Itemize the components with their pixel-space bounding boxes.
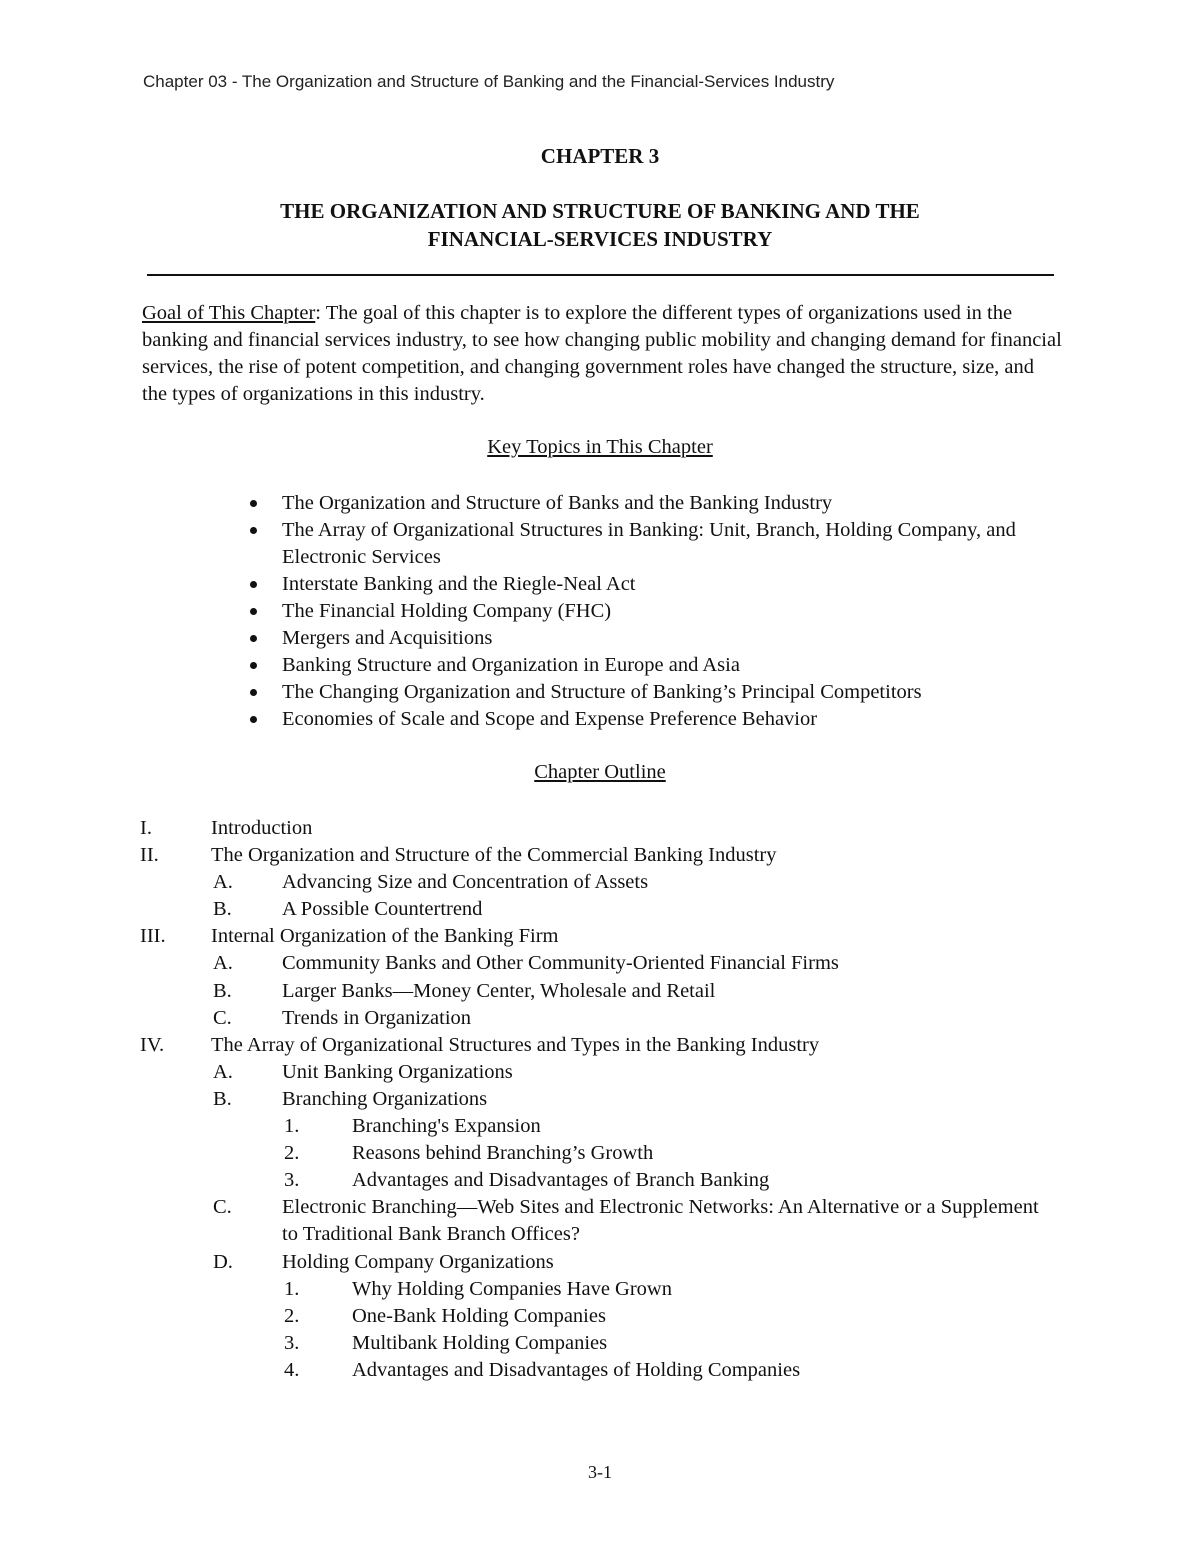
- topic-text: Mergers and Acquisitions: [282, 627, 493, 649]
- outline-marker: D.: [213, 1250, 233, 1273]
- bullet-icon: [250, 527, 257, 534]
- outline-row: [140, 978, 1080, 1005]
- outline-text: Unit Banking Organizations: [282, 1060, 513, 1083]
- chapter-outline: [140, 815, 1080, 1384]
- goal-text: : The goal of this chapter is to explore the different types of organizations used in the banking and financial services industry, to see how changing public mobility and changing demand for financial services, the rise of potent competition, and changing government roles have changed the structure, size, and the types of organizations in this industry.: [142, 302, 1062, 405]
- outline-marker: III.: [140, 925, 166, 948]
- outline-text: Branching Organizations: [282, 1087, 488, 1110]
- key-topics-list: [250, 490, 1050, 733]
- chapter-number: CHAPTER 3: [540, 144, 660, 168]
- chapter-title-line-1: THE ORGANIZATION AND STRUCTURE OF BANKING AND THE: [280, 199, 920, 223]
- outline-marker: 4.: [284, 1358, 300, 1381]
- outline-row: [140, 1059, 1080, 1086]
- outline-text: One-Bank Holding Companies: [352, 1304, 606, 1327]
- outline-text: Why Holding Companies Have Grown: [352, 1277, 672, 1300]
- outline-marker: C.: [213, 1006, 232, 1029]
- outline-text: Holding Company Organizations: [282, 1250, 554, 1273]
- outline-marker: I.: [140, 817, 152, 839]
- outline-marker: 3.: [284, 1331, 300, 1354]
- outline-row: [140, 1330, 1080, 1357]
- outline-text: Community Banks and Other Community-Oriented Financial Firms: [282, 952, 839, 975]
- list-item: [250, 598, 1050, 625]
- outline-text: Advantages and Disadvantages of Branch Banking: [352, 1169, 770, 1192]
- bullet-icon: [250, 716, 257, 723]
- outline-text: Advancing Size and Concentration of Assets: [282, 871, 649, 894]
- outline-marker: 1.: [284, 1115, 300, 1138]
- outline-row: [140, 1086, 1080, 1113]
- outline-row: [140, 950, 1080, 977]
- page-number: 3-1: [588, 1462, 612, 1482]
- outline-row: [140, 1276, 1080, 1303]
- list-item: [250, 652, 1050, 679]
- outline-marker: A.: [213, 1060, 233, 1083]
- outline-text: The Organization and Structure of the Commercial Banking Industry: [211, 844, 777, 867]
- outline-row: [140, 1032, 1080, 1059]
- topic-text: The Array of Organizational Structures in Banking: Unit, Branch, Holding Company, and Electronic Services: [282, 519, 1016, 568]
- outline-row: [140, 1357, 1080, 1384]
- list-item: [250, 706, 1050, 733]
- outline-row: [140, 1140, 1080, 1167]
- key-topics-heading: Key Topics in This Chapter: [487, 436, 713, 458]
- outline-row: [140, 1303, 1080, 1330]
- bullet-icon: [250, 500, 257, 507]
- outline-row: [140, 1113, 1080, 1140]
- outline-text: Advantages and Disadvantages of Holding Companies: [352, 1358, 801, 1381]
- bullet-icon: [250, 608, 257, 615]
- outline-text: Reasons behind Branching’s Growth: [352, 1142, 654, 1165]
- outline-marker: 3.: [284, 1169, 300, 1192]
- outline-row: [140, 923, 1080, 950]
- outline-row: [140, 1005, 1080, 1032]
- outline-row: [140, 896, 1080, 923]
- outline-row: [140, 869, 1080, 896]
- topic-text: The Organization and Structure of Banks and the Banking Industry: [282, 492, 833, 514]
- outline-text: Trends in Organization: [282, 1006, 472, 1029]
- bullet-icon: [250, 662, 257, 669]
- horizontal-rule: [147, 274, 1054, 276]
- outline-marker: 2.: [284, 1142, 300, 1165]
- list-item: [250, 571, 1050, 598]
- outline-text: Multibank Holding Companies: [352, 1331, 608, 1354]
- outline-row: [140, 1249, 1080, 1276]
- bullet-icon: [250, 635, 257, 642]
- chapter-title-line-2: FINANCIAL-SERVICES INDUSTRY: [427, 227, 773, 251]
- list-item: [250, 625, 1050, 652]
- outline-text: The Array of Organizational Structures and Types in the Banking Industry: [211, 1033, 820, 1056]
- outline-marker: C.: [213, 1196, 232, 1219]
- outline-text: Branching's Expansion: [352, 1115, 541, 1138]
- outline-marker: 1.: [284, 1277, 300, 1300]
- outline-marker: B.: [213, 1087, 232, 1110]
- bullet-icon: [250, 689, 257, 696]
- list-item: [250, 490, 1050, 517]
- outline-text: Internal Organization of the Banking Firm: [211, 925, 559, 948]
- outline-marker: A.: [213, 871, 233, 894]
- outline-marker: B.: [213, 898, 232, 921]
- outline-marker: B.: [213, 979, 232, 1002]
- outline-marker: IV.: [140, 1033, 165, 1056]
- outline-text: Introduction: [211, 817, 313, 839]
- outline-marker: 2.: [284, 1304, 300, 1327]
- list-item: [250, 517, 1050, 571]
- outline-marker: II.: [140, 844, 159, 867]
- topic-text: Interstate Banking and the Riegle-Neal Act: [282, 573, 636, 595]
- goal-paragraph: [142, 300, 1062, 408]
- outline-text: Larger Banks—Money Center, Wholesale and Retail: [282, 979, 716, 1002]
- outline-row: [140, 815, 1080, 842]
- list-item: [250, 679, 1050, 706]
- outline-row: [140, 1194, 1080, 1248]
- chapter-outline-heading: Chapter Outline: [534, 761, 666, 783]
- outline-marker: A.: [213, 952, 233, 975]
- topic-text: Economies of Scale and Scope and Expense Preference Behavior: [282, 708, 818, 730]
- bullet-icon: [250, 581, 257, 588]
- chapter-title: [0, 197, 1200, 253]
- goal-label: Goal of This Chapter: [142, 302, 316, 324]
- outline-row: [140, 1167, 1080, 1194]
- outline-text: Electronic Branching—Web Sites and Electronic Networks: An Alternative or a Supplement to Traditional Bank Branch Offices?: [282, 1196, 1039, 1246]
- outline-text: A Possible Countertrend: [282, 898, 483, 921]
- topic-text: Banking Structure and Organization in Europe and Asia: [282, 654, 740, 676]
- running-header: Chapter 03 - The Organization and Structure of Banking and the Financial-Services Industry: [143, 72, 835, 91]
- outline-row: [140, 842, 1080, 869]
- topic-text: The Financial Holding Company (FHC): [282, 600, 612, 622]
- topic-text: The Changing Organization and Structure of Banking’s Principal Competitors: [282, 681, 922, 703]
